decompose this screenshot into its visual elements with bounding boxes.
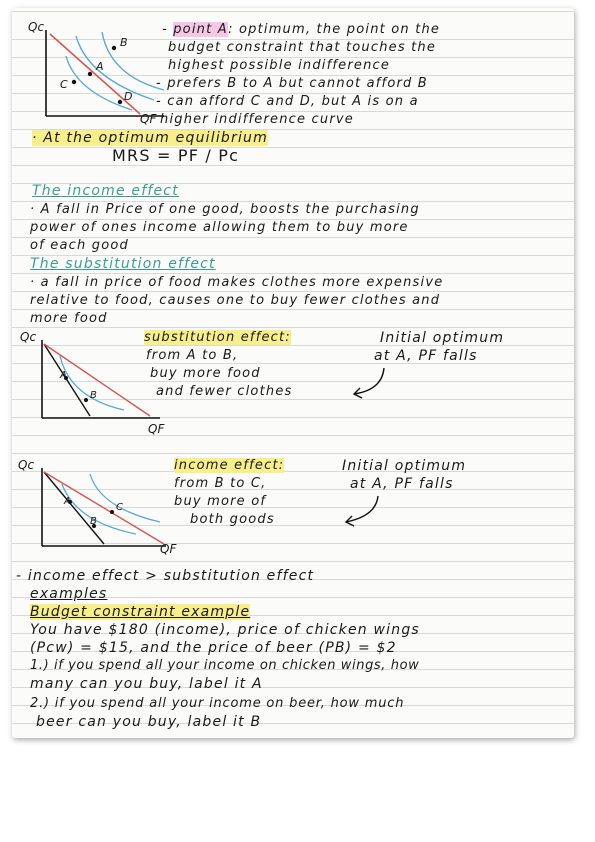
graph3-old-budget <box>44 472 104 544</box>
income-def-line1: · A fall in Price of one good, boosts the purchasing <box>30 202 420 217</box>
bc-line2: (Pcw) = $15, and the price of beer (PB) = $2 <box>30 640 397 656</box>
graph2-x-label: QF <box>148 422 165 436</box>
graph3-ic-high <box>90 474 160 522</box>
note1-line3: highest possible indifference <box>168 58 391 73</box>
note1-line5: - can afford C and D, but A is on a <box>156 94 419 109</box>
graph2-diagram <box>32 338 162 428</box>
graph2-old-budget <box>44 344 90 416</box>
bc-line4: many can you buy, label it A <box>30 676 263 692</box>
graph2-side1: Initial optimum <box>380 330 505 346</box>
graph3-diagram <box>32 464 182 554</box>
graph3-line2: buy more of <box>174 494 267 509</box>
income-def-line2: power of ones income allowing them to buy more <box>30 220 409 235</box>
sub-def-line1: · a fall in price of food makes clothes more expensive <box>30 275 444 290</box>
graph3-new-budget <box>44 472 164 544</box>
note1-line4: - prefers B to A but cannot afford B <box>156 76 428 91</box>
graph1-x-label: QF <box>140 112 157 126</box>
notebook-page <box>12 8 574 738</box>
graph3-line1: from B to C, <box>174 476 267 491</box>
graph1-ic-high <box>102 32 164 90</box>
graph2-line3: and fewer clothes <box>156 384 293 399</box>
graph3-point-c: C <box>116 502 123 513</box>
graph2-point-a: A <box>60 370 67 381</box>
substitution-title: substitution effect: <box>144 330 291 345</box>
point-a-highlight: point A <box>173 22 229 37</box>
sub-def-line3: more food <box>30 311 108 326</box>
graph2-y-label: Qc <box>20 330 37 344</box>
note1-line2: budget constraint that touches the <box>168 40 437 55</box>
graph1-point-d: D <box>124 90 133 103</box>
graph2-line1: from A to B, <box>146 348 239 363</box>
graph2-line2: buy more food <box>150 366 261 381</box>
graph2-side2: at A, PF falls <box>374 348 478 364</box>
graph1-point-b: B <box>120 36 128 49</box>
graph3-arrow <box>332 492 392 532</box>
income-effect-heading: The income effect <box>32 183 179 199</box>
income-def-line3: of each good <box>30 238 129 253</box>
graph2-point-b: B <box>90 390 97 401</box>
graph1-point-c: C <box>60 78 68 91</box>
graph1-point-a: A <box>96 60 104 73</box>
graph3-line3: both goods <box>190 512 275 527</box>
bc-line6: beer can you buy, label it B <box>36 714 262 730</box>
optimum-heading: · At the optimum equilibrium <box>32 130 268 146</box>
graph3-y-label: Qc <box>18 458 35 472</box>
note1-line1: - point A: optimum, the point on the <box>162 22 441 37</box>
graph2-arrow <box>342 364 392 404</box>
graph3-point-b: B <box>90 516 97 527</box>
mrs-formula: MRS = PF / Pc <box>112 146 240 165</box>
bc-heading: Budget constraint example <box>30 604 251 620</box>
graph1-y-label: Qc <box>28 20 45 34</box>
substitution-effect-heading: The substitution effect <box>30 256 216 272</box>
compare-line: - income effect > substitution effect <box>16 568 315 584</box>
sub-def-line2: relative to food, causes one to buy fewer clothes and <box>30 293 441 308</box>
graph3-x-label: QF <box>160 542 177 556</box>
note1-line6: higher indifference curve <box>160 112 354 127</box>
examples-heading: examples <box>30 586 108 602</box>
graph3-point-a: A <box>64 496 71 507</box>
graph3-side1: Initial optimum <box>342 458 467 474</box>
bc-line3: 1.) if you spend all your income on chicken wings, how <box>30 658 420 673</box>
bc-line5: 2.) if you spend all your income on beer, how much <box>30 696 405 711</box>
graph3-side2: at A, PF falls <box>350 476 454 492</box>
bc-line1: You have $180 (income), price of chicken wings <box>30 622 420 638</box>
income-title: income effect: <box>174 458 285 473</box>
